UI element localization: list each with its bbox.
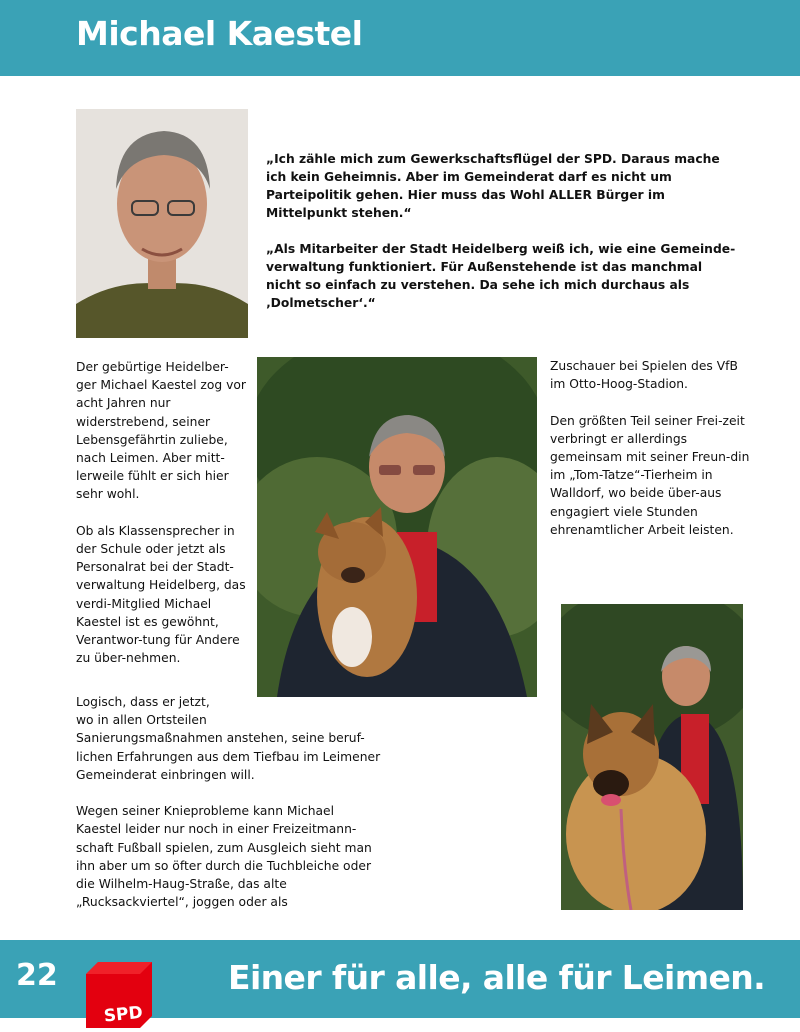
paragraph-gemeinderat <box>76 693 416 784</box>
photo-with-dog <box>561 604 743 910</box>
paragraph-animal-shelter: Den größten Teil seiner Frei-zeit verbringt er allerdings gemeinsam mit seiner Freun-din im „Tom-Tatze“-Tierheim in Walldorf, wo beide über-aus engagiert viele Stunden ehrenamtlicher Arbeit leisten. <box>550 413 750 537</box>
paragraph-responsibility: Ob als Klassensprecher in der Schule oder jetzt als Personalrat bei der Stadt-verwaltung Heidelberg, das verdi-Mitglied Michael Kaestel ist es gewöhnt, Verantwor-tung für Andere zu über-nehmen. <box>76 523 246 666</box>
quote-1: „Ich zähle mich zum Gewerkschaftsflügel der SPD. Daraus mache ich kein Geheimnis. Aber im Gemeinderat darf es nicht um Parteipolitik gehen. Hier muss das Wohl ALLER Bürger im Mittelpunkt stehen.“ <box>266 152 720 220</box>
slogan: Einer für alle, alle für Leimen. <box>228 958 766 997</box>
header-bar <box>0 0 800 76</box>
page-number: 22 <box>16 958 58 993</box>
right-column <box>550 357 750 557</box>
gemeinderat-rest: Sanierungsmaßnahmen anstehen, seine beruf-lichen Erfahrungen aus dem Tiefbau im Leimener Gemeinderat einbringen will. <box>76 731 381 782</box>
portrait-photo <box>76 109 248 338</box>
gemeinderat-line-1: Logisch, dass er jetzt, <box>76 695 210 709</box>
photo-with-puppy <box>257 357 537 697</box>
paragraph-vfb: Zuschauer bei Spielen des VfB im Otto-Hoog-Stadion. <box>550 359 738 392</box>
left-column <box>76 358 246 686</box>
spd-logo <box>82 962 152 1028</box>
quote-2: „Als Mitarbeiter der Stadt Heidelberg weiß ich, wie eine Gemeinde-verwaltung funktioniert. Für Außenstehende ist das manchmal nicht so einfach zu verstehen. Da sehe ich mich durchaus als ‚Dolmetscher‘.“ <box>266 242 736 310</box>
paragraph-knee: Wegen seiner Knieprobleme kann Michael Kaestel leider nur noch in einer Freizeitmann-schaft Fußball spielen, zum Ausgleich sieht man ihn aber um so öfter durch die Tuchbleiche oder die Wilhelm-Haug-Straße, das alte „Rucksackviertel“, joggen oder als <box>76 804 372 910</box>
quote-block <box>266 150 736 330</box>
paragraph-origin: Der gebürtige Heidelber-ger Michael Kaestel zog vor acht Jahren nur widerstrebend, seiner Lebensgefährtin zuliebe, nach Leimen. Aber mitt-lerweile fühlt er sich hier sehr wohl. <box>76 360 246 502</box>
page-title: Michael Kaestel <box>76 14 363 53</box>
spd-logo-text: SPD <box>102 1002 144 1027</box>
lower-left-text <box>76 693 416 930</box>
gemeinderat-line-2: wo in allen Ortsteilen <box>76 713 207 728</box>
